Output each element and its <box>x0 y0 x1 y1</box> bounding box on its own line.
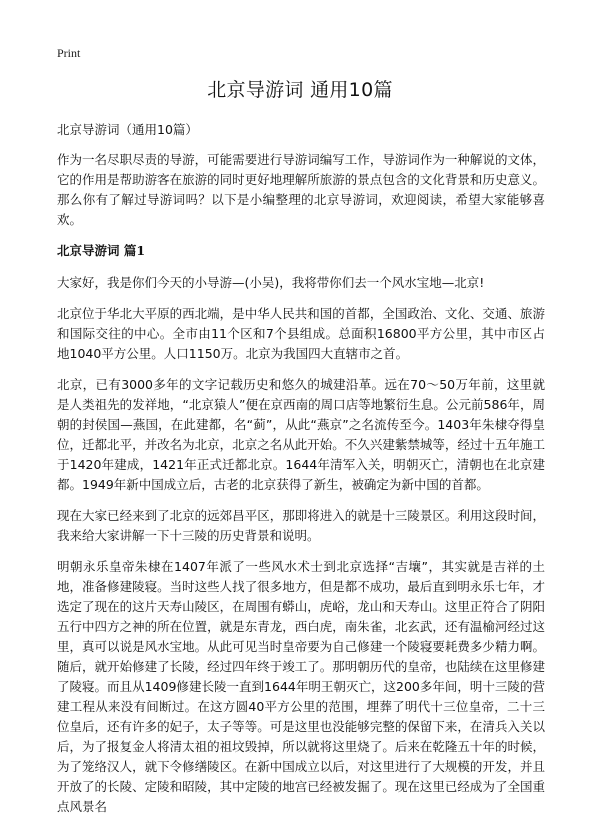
body-paragraph: 大家好，我是你们今天的小导游—(小吴)，我将带你们去一个风水宝地—北京! <box>57 275 485 290</box>
body-paragraph: 北京位于华北大平原的西北端，是中华人民共和国的首都，全国政治、文化、交通、旅游和国际交往的中心。全市由11个区和7个县组成。总面积16800平方公里，其中市区占地1040平方公里。人口1150万。北京为我国四大直辖市之首。 <box>57 306 545 361</box>
document-subtitle: 北京导游词（通用10篇） <box>57 122 198 137</box>
body-paragraph: 现在大家已经来到了北京的远郊昌平区，那即将进入的就是十三陵景区。利用这段时间，我来给大家讲解一下十三陵的历史背景和说明。 <box>57 508 545 543</box>
section-heading: 北京导游词 篇1 <box>57 243 146 258</box>
print-link[interactable]: Print <box>57 46 81 60</box>
page-title: 北京导游词 通用10篇 <box>207 79 393 101</box>
body-paragraph: 北京，已有3000多年的文字记载历史和悠久的城建沿革。远在70～50万年前，这里就是人类祖先的发祥地，“北京猿人”便在京西南的周口店等地繁衍生息。公元前586年，周朝的封侯国—燕国，在此建都，名“蓟”，从此“燕京”之名流传至今。1403年朱棣夺得皇位，迁都北平，并改名为北京，北京之名从此开始。不久兴建紫禁城等，经过十五年施工于1420年建成，1421年正式迁都北京。1644年清军入关，明朝灭亡，清朝也在北京建都。1949年新中国成立后，古老的北京获得了新生，被确定为新中国的首都。 <box>57 377 545 492</box>
intro-paragraph: 作为一名尽职尽责的导游，可能需要进行导游词编写工作，导游词作为一种解说的文体，它的作用是帮助游客在旅游的同时更好地理解所旅游的景点包含的文化背景和历史意义。那么你有了解过导游词吗？以下是小编整理的北京导游词，欢迎阅读，希望大家能够喜欢。 <box>57 152 545 227</box>
article-body <box>57 150 545 828</box>
body-paragraph: 明朝永乐皇帝朱棣在1407年派了一些风水术士到北京选择“吉壤”，其实就是吉祥的土地，准备修建陵寝。当时这些人找了很多地方，但是都不成功，最后直到明永乐七年，才选定了现在的这片天寿山陵区，在周围有蟒山，虎峪，龙山和天寿山。这里正符合了阴阳五行中四方之神的所在位置，就是东青龙，西白虎，南朱雀，北玄武，还有温榆河经过这里，真可以说是风水宝地。从此可见当时皇帝要为自己修建一个陵寝要耗费多少精力啊。随后，就开始修建了长陵，经过四年终于竣工了。那明朝历代的皇帝，也陆续在这里修建了陵寝。而且从1409修建长陵一直到1644年明王朝灭亡，这200多年间，明十三陵的营建工程从来没有间断过。在这方圆40平方公里的范围，埋葬了明代十三位皇帝，二十三位皇后，还有许多的妃子，太子等等。可是这里也没能够完整的保留下来，在清兵入关以后，为了报复金人将清太祖的祖坟毁掉，所以就将这里烧了。后来在乾隆五十年的时候，为了笼络汉人，就下令修缮陵区。在新中国成立以后，对这里进行了大规模的开发，并且开放了的长陵、定陵和昭陵，其中定陵的地宫已经被发掘了。现在这里已经成为了全国重点风景名 <box>57 559 545 814</box>
